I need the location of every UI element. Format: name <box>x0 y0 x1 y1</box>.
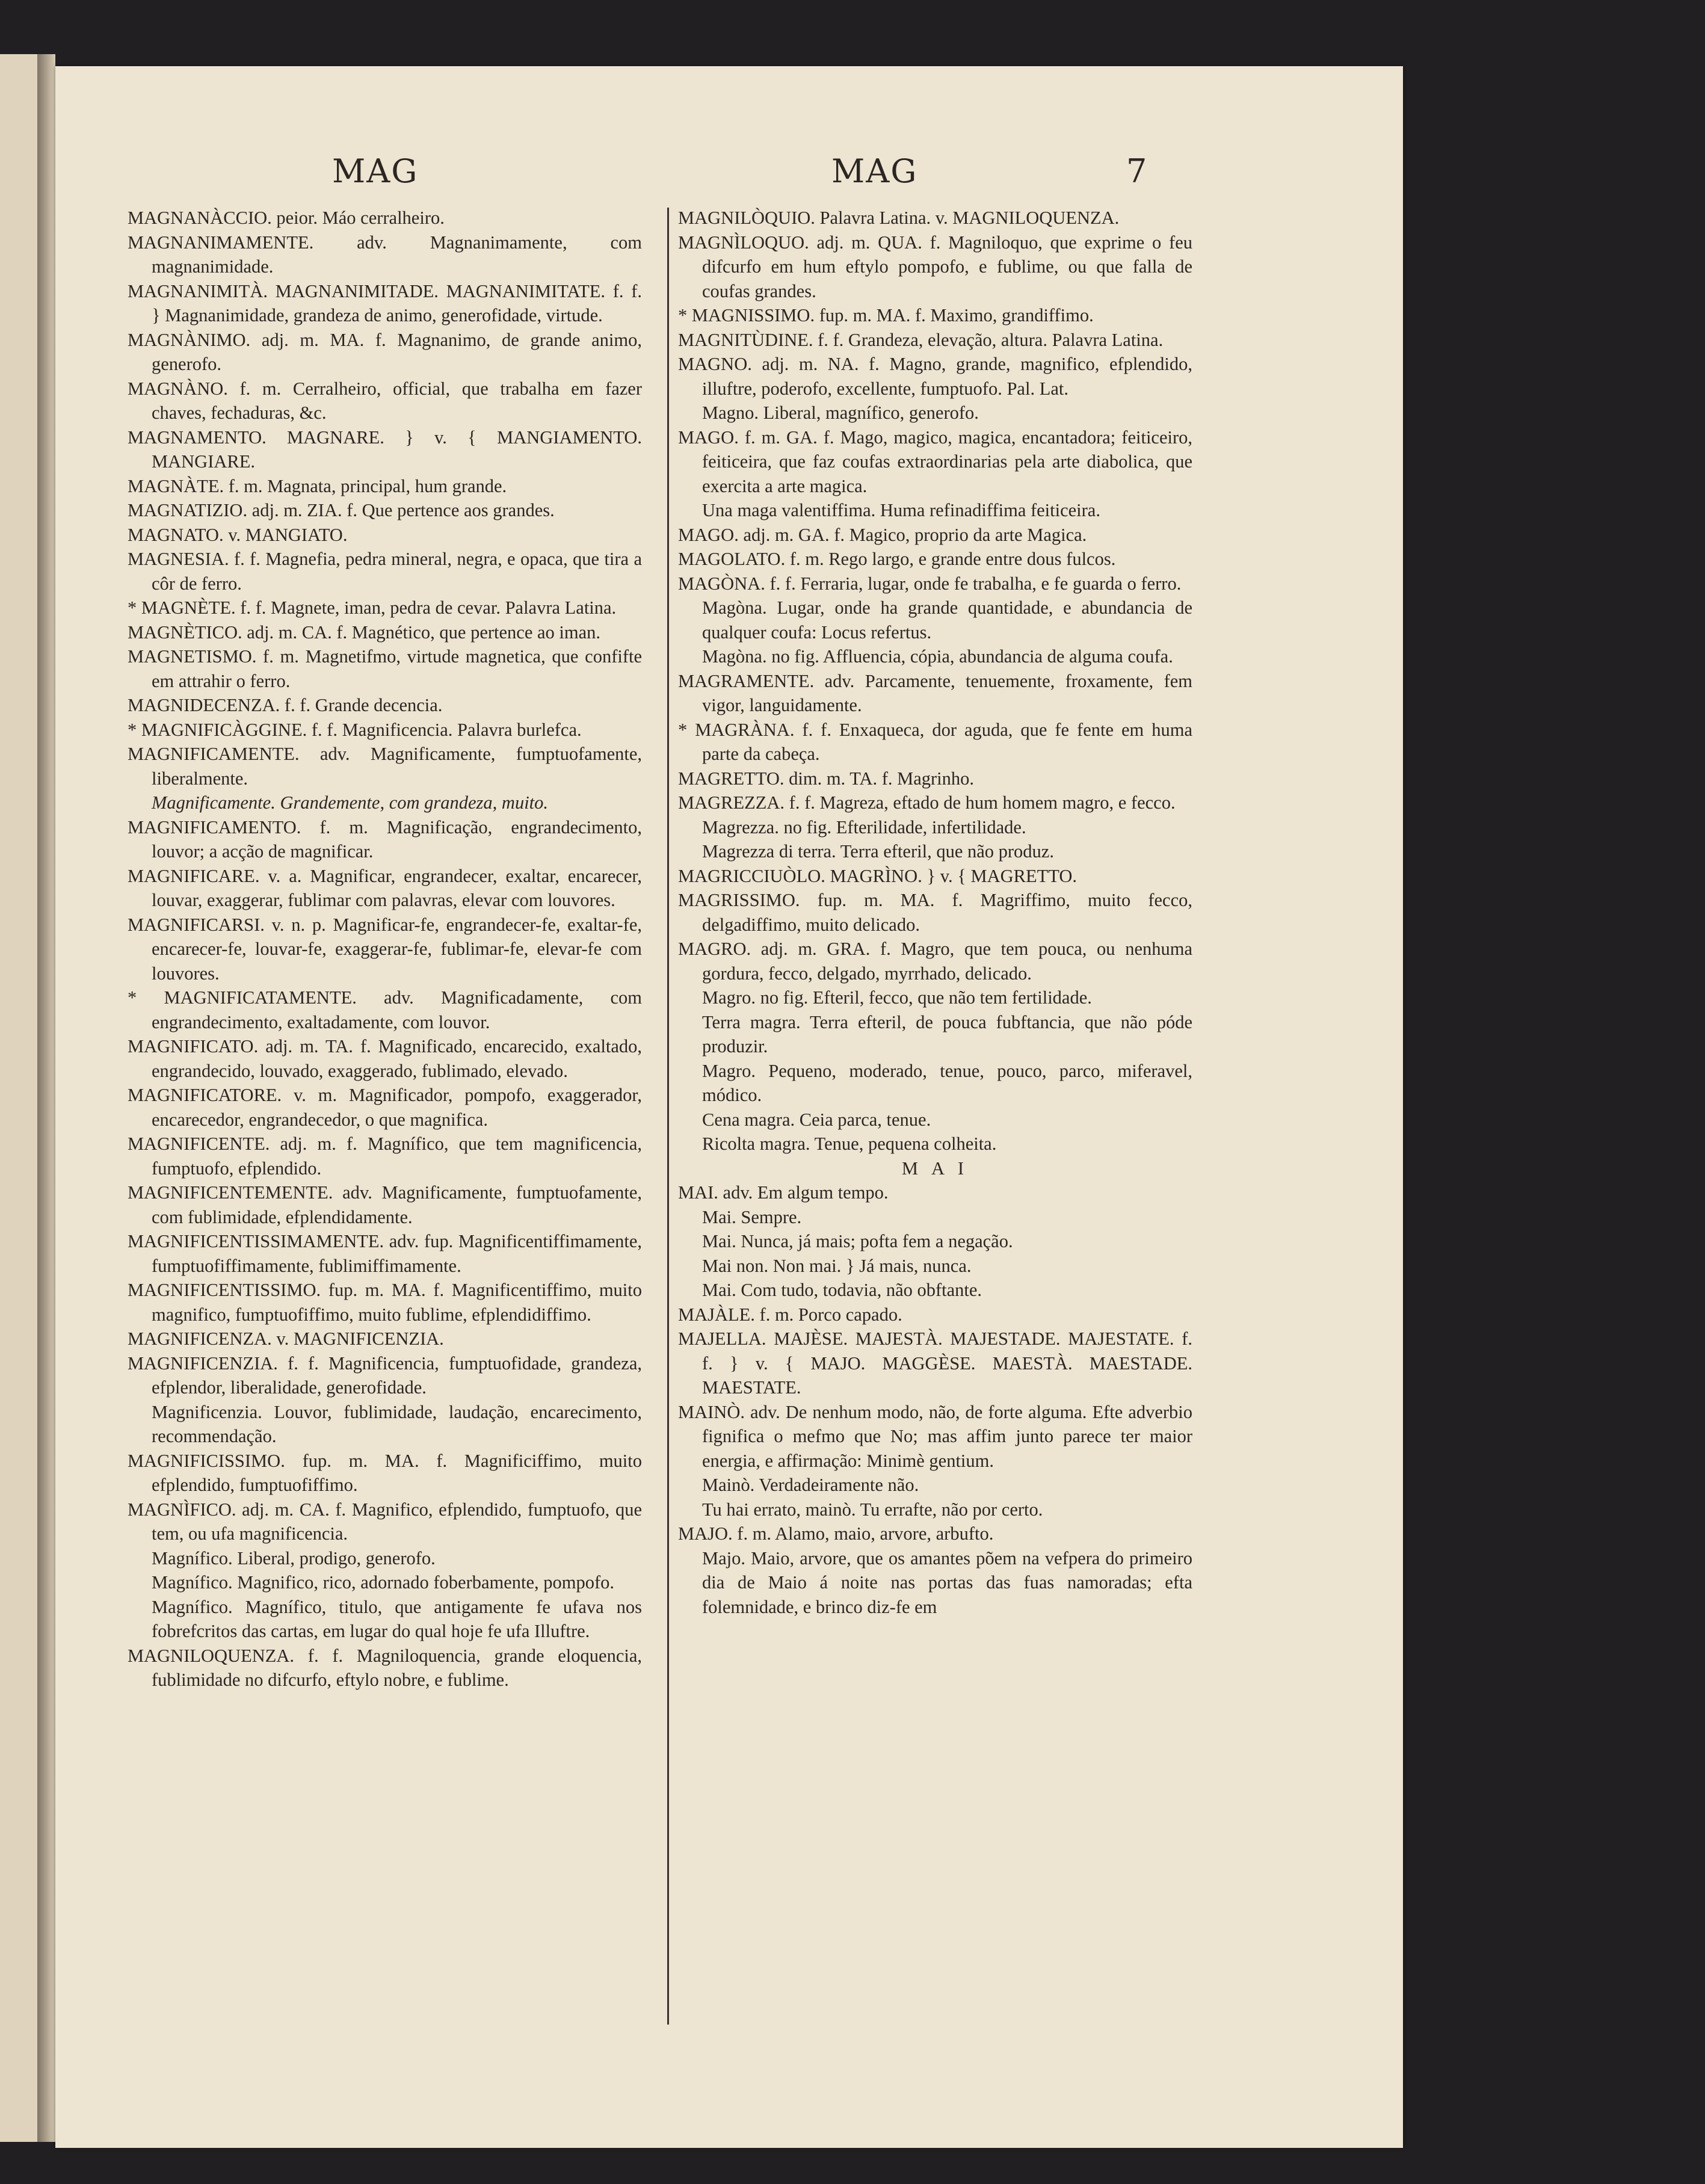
entry: MAGNIFICAMENTO. f. m. Magnificação, engrandecimento, louvor; a acção de magnificar. <box>128 816 642 862</box>
entry: MAGNÈTICO. adj. m. CA. f. Magnético, que pertence ao iman. <box>128 622 601 643</box>
sub-entry: Magòna. Lugar, onde ha grande quantidade, e abundancia de qualquer coufa: Locus refertus. <box>702 597 1192 643</box>
entry: MAGO. adj. m. GA. f. Magico, proprio da arte Magica. <box>678 524 1087 545</box>
dictionary-page <box>55 66 1403 2148</box>
entry: MAGNAMENTO. MAGNARE. } v. { MANGIAMENTO. MANGIARE. <box>128 427 642 472</box>
sub-entry: Magòna. no fig. Affluencia, cópia, abundancia de alguma coufa. <box>702 646 1173 667</box>
entry: MAGRISSIMO. fup. m. MA. f. Magriffimo, muito fecco, delgadiffimo, muito delicado. <box>678 890 1192 935</box>
entry: MAGNIFICENTE. adj. m. f. Magnífico, que tem magnificencia, fumptuofo, efplendido. <box>128 1134 642 1179</box>
entry: MAGNÀNO. f. m. Cerralheiro, official, que trabalha em fazer chaves, fechaduras, &c. <box>128 378 642 423</box>
sub-entry: Magno. Liberal, magnífico, generofo. <box>702 403 979 423</box>
entry: MAGNETISMO. f. m. Magnetifmo, virtude magnetica, que confifte em attrahir o ferro. <box>128 646 642 691</box>
entry: MAGNESIA. f. f. Magnefia, pedra mineral, negra, e opaca, que tira a côr de ferro. <box>128 549 642 594</box>
entry: MAGO. f. m. GA. f. Mago, magico, magica, encantadora; feiticeiro, feiticeira, que faz coufas extraordinarias pela arte diabolica, que exercita a arte magica. <box>678 427 1192 496</box>
right-column <box>678 206 1192 1619</box>
left-running-head: MAG <box>332 152 419 190</box>
entry: MAGNIFICATO. adj. m. TA. f. Magnificado, encarecido, exaltado, engrandecido, louvado, exaggerado, fublimado, elevado. <box>128 1036 642 1081</box>
sub-entry: Tu hai errato, mainò. Tu errafte, não por certo. <box>702 1499 1043 1520</box>
entry: MAGNÀTE. f. m. Magnata, principal, hum grande. <box>128 475 507 496</box>
sub-entry: Magnífico. Liberal, prodigo, generofo. <box>152 1547 436 1569</box>
entry: MAJELLA. MAJÈSE. MAJESTÀ. MAJESTADE. MAJESTATE. f. f. } v. { MAJO. MAGGÈSE. MAESTÀ. MAESTADE. MAESTATE. <box>678 1328 1192 1398</box>
sub-entry: Mai. Com tudo, todavia, não obftante. <box>702 1280 982 1300</box>
sub-entry: Mai. Nunca, já mais; pofta fem a negação. <box>702 1231 1013 1251</box>
entry: MAGÒNA. f. f. Ferraria, lugar, onde fe trabalha, e fe guarda o ferro. <box>678 573 1182 594</box>
sub-entry: Magrezza. no fig. Efterilidade, infertilidade. <box>702 816 1026 838</box>
section-letter-heading: M A I <box>901 1158 969 1179</box>
sub-entry: Mai. Sempre. <box>702 1206 802 1227</box>
right-running-head: MAG <box>831 152 918 190</box>
sub-entry: Cena magra. Ceia parca, tenue. <box>702 1109 931 1130</box>
left-column <box>128 206 642 1692</box>
entry: MAGNILOQUENZA. f. f. Magniloquencia, grande eloquencia, fublimidade no difcurfo, eftylo nobre, e fublime. <box>128 1645 642 1690</box>
entry: MAGNO. adj. m. NA. f. Magno, grande, magnifico, efplendido, illuftre, poderofo, excellente, fumptuofo. Pal. Lat. <box>678 354 1192 399</box>
entry: MAJÀLE. f. m. Porco capado. <box>678 1304 902 1325</box>
entry: MAGNIFICARE. v. a. Magnificar, engrandecer, exaltar, encarecer, louvar, exaggerar, fublimar com palavras, elevar com louvores. <box>128 865 642 910</box>
entry: MAGNÀNIMO. adj. m. MA. f. Magnanimo, de grande animo, generofo. <box>128 329 642 374</box>
entry: * MAGRÀNA. f. f. Enxaqueca, dor aguda, que fe fente em huma parte da cabeça. <box>678 719 1192 764</box>
sub-entry: Magnífico. Magnifico, rico, adornado foberbamente, pompofo. <box>152 1572 615 1593</box>
previous-page-edge <box>0 54 37 2142</box>
entry: * MAGNIFICÀGGINE. f. f. Magnificencia. Palavra burlefca. <box>128 719 582 740</box>
entry: MAGNÌLOQUO. adj. m. QUA. f. Magniloquo, que exprime o feu difcurfo em hum eftylo pompofo, e fublime, ou que falla de coufas grandes. <box>678 232 1192 301</box>
sub-entry: Una maga valentiffima. Huma refinadiffima feiticeira. <box>702 500 1100 520</box>
book-gutter <box>37 54 55 2142</box>
entry: MAGNIFICENTISSIMAMENTE. adv. fup. Magnificentiffimamente, fumptuofiffimamente, fublimiffimamente. <box>128 1231 642 1276</box>
entry: MAGNANÀCCIO. peior. Máo cerralheiro. <box>128 208 445 228</box>
sub-entry: Mainò. Verdadeiramente não. <box>702 1475 919 1495</box>
entry: MAGNILÒQUIO. Palavra Latina. v. MAGNILOQUENZA. <box>678 208 1120 228</box>
sub-entry: Magnífico. Magnífico, titulo, que antigamente fe ufava nos fobrefcritos das cartas, em lugar do qual hoje fe ufa Illuftre. <box>152 1596 642 1641</box>
entry: MAGNIFICENZA. v. MAGNIFICENZIA. <box>128 1328 444 1349</box>
entry: MAGRICCIUÒLO. MAGRÌNO. } v. { MAGRETTO. <box>678 865 1078 886</box>
entry: MAJO. f. m. Alamo, maio, arvore, arbufto. <box>678 1523 994 1544</box>
entry: MAGRAMENTE. adv. Parcamente, tenuemente, froxamente, fem vigor, languidamente. <box>678 670 1192 715</box>
entry: MAGNIFICENTEMENTE. adv. Magnificamente, fumptuofamente, com fublimidade, efplendidamente. <box>128 1182 642 1227</box>
entry: MAGRO. adj. m. GRA. f. Magro, que tem pouca, ou nenhuma gordura, fecco, delgado, myrrhado, delicado. <box>678 939 1192 984</box>
entry: MAGNIFICENZIA. f. f. Magnificencia, fumptuofidade, grandeza, efplendor, liberalidade, generofidade. <box>128 1353 642 1398</box>
sub-entry: Magnificenzia. Louvor, fublimidade, laudação, encarecimento, recommendação. <box>152 1401 642 1446</box>
entry: MAGNÌFICO. adj. m. CA. f. Magnifico, efplendido, fumptuofo, que tem, ou ufa magnificencia. <box>128 1499 642 1544</box>
entry: MAI. adv. Em algum tempo. <box>678 1182 889 1203</box>
entry: MAGNANIMITÀ. MAGNANIMITADE. MAGNANIMITATE. f. f. } Magnanimidade, grandeza de animo, generofidade, virtude. <box>128 280 642 325</box>
entry: MAGNITÙDINE. f. f. Grandeza, elevação, altura. Palavra Latina. <box>678 329 1164 350</box>
column-divider <box>667 208 669 2025</box>
entry: MAGNIDECENZA. f. f. Grande decencia. <box>128 695 443 715</box>
entry: MAGNATO. v. MANGIATO. <box>128 524 348 545</box>
entry: MAGNANIMAMENTE. adv. Magnanimamente, com magnanimidade. <box>128 232 642 277</box>
entry: MAGNATIZIO. adj. m. ZIA. f. Que pertence aos grandes. <box>128 500 555 520</box>
entry: MAGNIFICENTISSIMO. fup. m. MA. f. Magnificentiffimo, muito magnifico, fumptuofiffimo, muito fublime, efplendidiffimo. <box>128 1280 642 1325</box>
entry: MAGRETTO. dim. m. TA. f. Magrinho. <box>678 768 975 789</box>
sub-entry: Mai non. Non mai. } Já mais, nunca. <box>702 1255 972 1276</box>
sub-entry: Magnificamente. Grandemente, com grandeza, muito. <box>152 792 549 813</box>
entry: * MAGNISSIMO. fup. m. MA. f. Maximo, grandiffimo. <box>678 305 1094 325</box>
entry: MAGNIFICISSIMO. fup. m. MA. f. Magnificiffimo, muito efplendido, fumptuofiffimo. <box>128 1450 642 1495</box>
entry: * MAGNIFICATAMENTE. adv. Magnificadamente, com engrandecimento, exaltadamente, com louvor. <box>128 987 642 1032</box>
entry: MAGNIFICAMENTE. adv. Magnificamente, fumptuofamente, liberalmente. <box>128 744 642 789</box>
entry: MAINÒ. adv. De nenhum modo, não, de forte alguma. Efte adverbio fignifica o mefmo que No; mas affim junto parece ter maior energia, e affirmação: Minimè gentium. <box>678 1401 1192 1471</box>
entry: * MAGNÈTE. f. f. Magnete, iman, pedra de cevar. Palavra Latina. <box>128 597 617 618</box>
sub-entry: Terra magra. Terra efteril, de pouca fubftancia, que não póde produzir. <box>702 1011 1192 1057</box>
entry: MAGNIFICATORE. v. m. Magnificador, pompofo, exaggerador, encarecedor, engrandecedor, o que magnifica. <box>128 1085 642 1130</box>
sub-entry: Majo. Maio, arvore, que os amantes põem na vefpera do primeiro dia de Maio á noite nas portas das fuas namoradas; efta folemnidade, e brinco diz-fe em <box>702 1547 1192 1617</box>
entry: MAGOLATO. f. m. Rego largo, e grande entre dous fulcos. <box>678 549 1116 569</box>
entry: MAGNIFICARSI. v. n. p. Magnificar-fe, engrandecer-fe, exaltar-fe, encarecer-fe, louvar-fe, exaggerar-fe, fublimar-fe, elevar-fe com louvores. <box>128 914 642 984</box>
page-number: 7 <box>1126 152 1148 190</box>
sub-entry: Magro. no fig. Efteril, fecco, que não tem fertilidade. <box>702 987 1092 1008</box>
entry: MAGREZZA. f. f. Magreza, eftado de hum homem magro, e fecco. <box>678 792 1176 813</box>
sub-entry: Ricolta magra. Tenue, pequena colheita. <box>702 1134 997 1154</box>
sub-entry: Magrezza di terra. Terra efteril, que não produz. <box>702 841 1054 862</box>
sub-entry: Magro. Pequeno, moderado, tenue, pouco, parco, miferavel, módico. <box>702 1060 1192 1105</box>
